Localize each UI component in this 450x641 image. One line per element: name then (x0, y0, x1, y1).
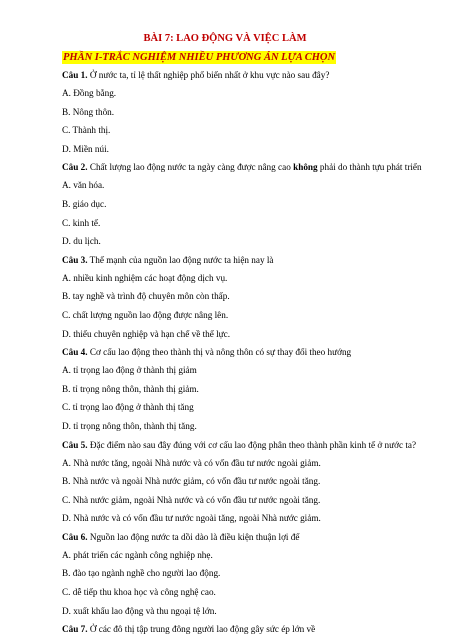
answer-option: C. Thành thị. (62, 125, 111, 136)
question-number: Câu 3. (62, 254, 88, 265)
answer-option: D. Nhà nước và có vốn đầu tư nước ngoài tăng, ngoài Nhà nước giảm. (62, 513, 321, 524)
question-6 (62, 531, 420, 543)
document-title: BÀI 7: LAO ĐỘNG VÀ VIỆC LÀM (143, 33, 307, 44)
question-text: Chất lượng lao động nước ta ngày càng được nâng cao (87, 162, 294, 173)
answer-option: D. tỉ trọng nông thôn, thành thị tăng. (62, 420, 197, 431)
question-4 (62, 346, 420, 358)
question-5 (62, 439, 420, 451)
answer-option: A. phát triển các ngành công nghiệp nhẹ. (62, 549, 213, 560)
answer-option: A. văn hóa. (62, 180, 105, 191)
question-number: Câu 1. (62, 70, 88, 80)
answer-option: C. dễ tiếp thu khoa học và công nghệ cao. (62, 587, 216, 598)
answer-option: B. giáo dục. (62, 198, 107, 209)
question-text: Đặc điểm nào sau đây đúng với cơ cấu lao động phân theo thành phần kinh tế ở nước ta? (87, 439, 417, 450)
answer-option: A. Nhà nước tăng, ngoài Nhà nước và có vốn đầu tư nước ngoài giảm. (62, 457, 321, 468)
question-number: Câu 7. (62, 624, 88, 635)
question-emphasis: không (293, 162, 318, 173)
answer-option: A. nhiều kinh nghiệm các hoạt động dịch vụ. (62, 272, 228, 283)
question-text: Nguồn lao động nước ta dồi dào là điều kiện thuận lợi để (87, 531, 300, 542)
question-text: Ở nước ta, tỉ lệ thất nghiệp phổ biến nhất ở khu vực nào sau đây? (87, 70, 330, 80)
question-number: Câu 2. (62, 162, 88, 173)
answer-option: C. kinh tế. (62, 217, 101, 228)
answer-option: C. tỉ trọng lao động ở thành thị tăng (62, 402, 194, 413)
section-heading: PHẦN I-TRẮC NGHIỆM NHIỀU PHƯƠNG ÁN LỰA CHỌN (63, 52, 336, 63)
question-text: Thế mạnh của nguồn lao động nước ta hiện nay là (87, 254, 274, 265)
answer-option: C. chất lượng nguồn lao động được nâng lên. (62, 309, 229, 320)
answer-option: D. du lịch. (62, 236, 101, 247)
question-text: Ở các đô thị tập trung đông người lao động gây sức ép lớn về (87, 624, 316, 635)
answer-option: B. Nông thôn. (62, 106, 115, 117)
question-number: Câu 5. (62, 439, 88, 450)
answer-option: A. Đồng bằng. (62, 88, 117, 98)
answer-option: B. tay nghề và trình độ chuyên môn còn thấp. (62, 291, 230, 302)
answer-option: D. Miền núi. (62, 143, 109, 154)
question-3 (62, 254, 420, 266)
question-2 (62, 161, 420, 173)
question-text: Cơ cấu lao động theo thành thị và nông thôn có sự thay đổi theo hướng (87, 347, 352, 358)
question-text-continued: phải do thành tựu phát triển (317, 162, 422, 173)
answer-option: D. thiếu chuyên nghiệp và hạn chế về thể lực. (62, 328, 230, 339)
question-list (62, 69, 420, 641)
question-number: Câu 4. (62, 347, 88, 358)
answer-option: B. tỉ trọng nông thôn, thành thị giảm. (62, 383, 199, 394)
answer-option: C. Nhà nước giảm, ngoài Nhà nước và có vốn đầu tư nước ngoài tăng. (62, 494, 321, 505)
answer-option: B. Nhà nước và ngoài Nhà nước giảm, có vốn đầu tư nước ngoài tăng. (62, 476, 321, 487)
question-7 (62, 623, 420, 635)
answer-option: B. đào tạo ngành nghề cho người lao động. (62, 568, 221, 579)
answer-option: D. xuất khẩu lao động và thu ngoại tệ lớn. (62, 605, 217, 616)
question-number: Câu 6. (62, 531, 88, 542)
question-1 (62, 69, 420, 81)
answer-option: A. tỉ trọng lao động ở thành thị giảm (62, 365, 197, 376)
